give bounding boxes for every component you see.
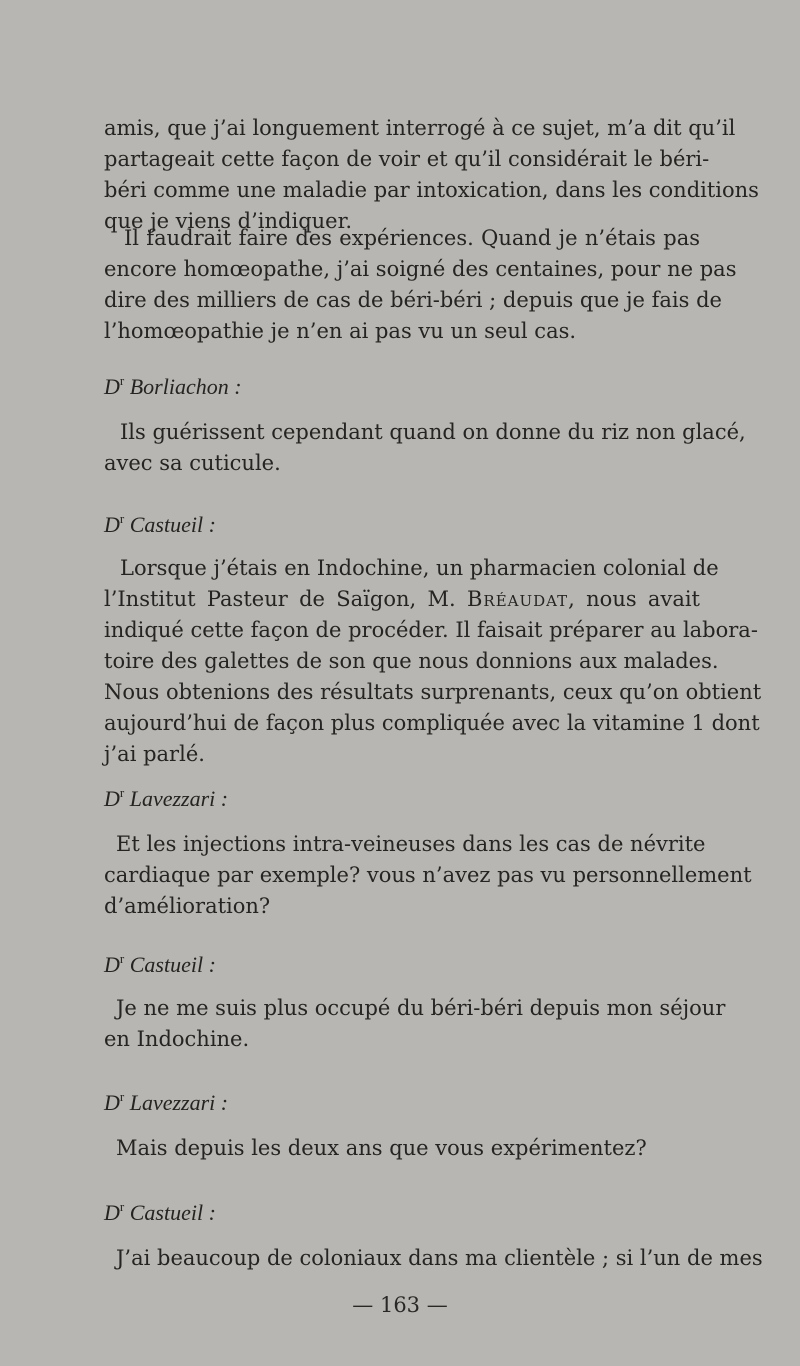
speaker-name: Lavezzari : xyxy=(124,786,229,811)
text-line: béri comme une maladie par intoxication, dans les conditions xyxy=(104,178,759,202)
text-line: Mais depuis les deux ans que vous expérimentez? xyxy=(116,1136,647,1160)
person-name: Bréaudat xyxy=(466,587,569,611)
paragraph-3 xyxy=(104,417,746,479)
text-line: j’ai parlé. xyxy=(104,742,205,766)
text-line: Il faudrait faire des expériences. Quand je n’étais pas xyxy=(124,226,700,250)
speaker-sup: r xyxy=(119,373,125,388)
text-line: que je viens d’indiquer. xyxy=(104,209,352,233)
speaker-label xyxy=(104,1193,216,1227)
text-line xyxy=(104,584,700,615)
paragraph-5 xyxy=(104,829,752,922)
speaker-prefix: D xyxy=(104,1090,120,1115)
text-segment: , nous avait xyxy=(568,587,700,611)
paragraph-8 xyxy=(104,1243,763,1274)
text-line: Et les injections intra-veineuses dans les cas de névrite xyxy=(116,832,706,856)
paragraph-2 xyxy=(104,223,737,347)
speaker-sup: r xyxy=(119,511,125,526)
speaker-name: Borliachon : xyxy=(124,374,242,399)
text-line: toire des galettes de son que nous donnions aux malades. xyxy=(104,649,719,673)
text-line: indiqué cette façon de procéder. Il faisait préparer au labora- xyxy=(104,618,758,642)
speaker-sup: r xyxy=(119,951,125,966)
text-line: l’homœopathie je n’en ai pas vu un seul cas. xyxy=(104,319,577,343)
speaker-label xyxy=(104,367,242,401)
text-line: Je ne me suis plus occupé du béri-béri depuis mon séjour xyxy=(116,996,726,1020)
text-line: dire des milliers de cas de béri-béri ; depuis que je fais de xyxy=(104,288,722,312)
text-line: aujourd’hui de façon plus compliquée avec la vitamine 1 dont xyxy=(104,711,760,735)
text-segment: l’Institut Pasteur de Saïgon, M. xyxy=(104,587,456,611)
speaker-label xyxy=(104,779,228,813)
speaker-prefix: D xyxy=(104,512,120,537)
speaker-prefix: D xyxy=(104,952,120,977)
speaker-prefix: D xyxy=(104,786,120,811)
paragraph-7 xyxy=(104,1133,700,1164)
text-line: encore homœopathe, j’ai soigné des centaines, pour ne pas xyxy=(104,257,737,281)
text-line: en Indochine. xyxy=(104,1027,250,1051)
page-number: — 163 — xyxy=(352,1293,448,1317)
text-line: Nous obtenions des résultats surprenants, ceux qu’on obtient xyxy=(104,680,762,704)
text-line: Ils guérissent cependant quand on donne du riz non glacé, xyxy=(120,420,746,444)
text-line: partageait cette façon de voir et qu’il considérait le béri- xyxy=(104,147,710,171)
speaker-name: Castueil : xyxy=(124,1200,216,1225)
text-line: avec sa cuticule. xyxy=(104,451,281,475)
speaker-name: Lavezzari : xyxy=(124,1090,229,1115)
paragraph-4 xyxy=(104,553,762,770)
speaker-label xyxy=(104,1083,228,1117)
speaker-label xyxy=(104,945,216,979)
paragraph-1 xyxy=(104,113,759,237)
text-line: d’amélioration? xyxy=(104,894,271,918)
text-line: Lorsque j’étais en Indochine, un pharmacien colonial de xyxy=(120,556,719,580)
speaker-sup: r xyxy=(119,1089,125,1104)
speaker-name: Castueil : xyxy=(124,952,216,977)
speaker-prefix: D xyxy=(104,374,120,399)
speaker-sup: r xyxy=(119,785,125,800)
text-line: cardiaque par exemple? vous n’avez pas vu personnellement xyxy=(104,863,752,887)
paragraph-6 xyxy=(104,993,726,1055)
speaker-prefix: D xyxy=(104,1200,120,1225)
speaker-label xyxy=(104,505,216,539)
speaker-name: Castueil : xyxy=(124,512,216,537)
text-line: amis, que j’ai longuement interrogé à ce sujet, m’a dit qu’il xyxy=(104,116,736,140)
text-line: J’ai beaucoup de coloniaux dans ma clientèle ; si l’un de mes xyxy=(116,1246,763,1270)
speaker-sup: r xyxy=(119,1199,125,1214)
